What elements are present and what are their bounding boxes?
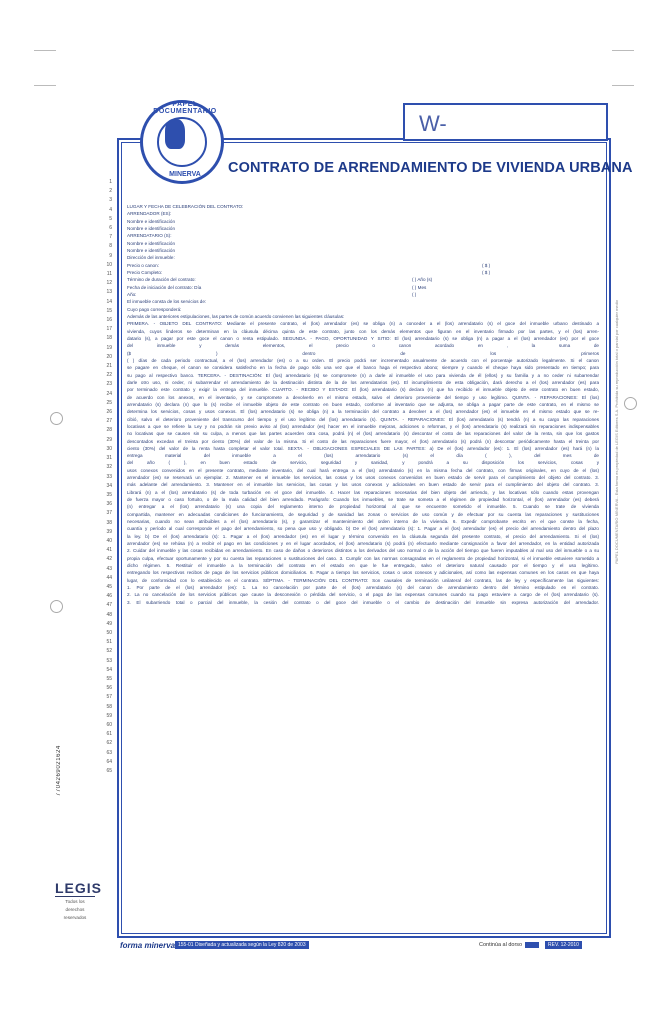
footer-reference: 155-01 Diseñada y actualizada según la Ley 820 de 2003 xyxy=(175,941,309,949)
crop-mark-top-left-2 xyxy=(34,85,56,86)
clause-line: descontados excedan el treinta por ciento (30%) del valor de la misma. Si el costo de las reparaciones fuere mayor, el (los) arrendatario (s) podrá (n) descontar periódicamente hasta el treinta por xyxy=(127,438,599,444)
binder-hole-right xyxy=(624,397,637,410)
line-number: 62 xyxy=(106,740,112,747)
clause-line: más adelante del arrendamiento. 3. Mantener en el inmueble los servicios, las cosas y los usos conexos y adicionales en buen estado de servir para el cumplimiento del objeto del contrato. 3. xyxy=(127,482,599,488)
clause-line: entrega material del inmueble a el (los) arrendatario (s) el día ( ), del mes de xyxy=(127,453,599,459)
clause-line: su pago al respectivo banco. TERCERA. - DESTINACIÓN: El (los) arrendatario (s) se compromete (n) a darle al inmueble el uso para vivienda de él (ellos) y su familia y a no ceder ni subarrendar xyxy=(127,372,599,378)
field-row[interactable]: Nombre e identificación xyxy=(127,225,176,231)
clause-line: 2. La no cancelación de los servicios públicos que cause la desconexión o pérdida del servicio, o el pago de las expensas comunes cuando su pago estuviere a cargo de el (los) arrendatario (s). xyxy=(127,592,599,598)
field-row[interactable]: Cuyo pago corresponderá: xyxy=(127,306,182,312)
line-number: 1 xyxy=(109,179,112,185)
line-number: 31 xyxy=(106,455,112,462)
line-number: 42 xyxy=(106,556,112,563)
side-legal-text: PAPEL DOCUMENTARIO MINERVA - Esta forma es propiedad de LEGIS Editores S.A. Prohibida su reproducción total o parcial por cualquier medio xyxy=(614,300,619,564)
clause-line: arrendador (es) se rehúsa (n) a recibir el pago en las condiciones y en el lugar acordados, el (los) arrendatario (s) podrá (n) efectuarlo mediante consignación a favor del arrendador, en la entidad autorizada xyxy=(127,541,599,547)
legis-sub-1: Todos los xyxy=(65,899,85,904)
clause-line: vivienda, cuyos linderos se determinan en la cláusula décima quinta de este contrato, junto con los demás elementos que figuran en el inventario firmado por las partes, y el (los) arren- xyxy=(127,328,599,334)
clause-line: Librará (n) a el (los) arrendatario (s) de toda turbación en el goce del inmueble. 4. Hacer las reparaciones necesarias del bien objeto del arriendo, y las locativas sólo cuando estas provengan xyxy=(127,489,599,495)
line-number: 61 xyxy=(106,731,112,738)
line-number: 39 xyxy=(106,528,112,535)
line-number: 3 xyxy=(109,197,112,204)
field-row[interactable]: ARRENDADOR (ES): xyxy=(127,211,172,217)
legis-sub-2: derechos xyxy=(65,907,85,912)
line-number: 15 xyxy=(106,307,112,314)
clause-line: ($ ) dentro de los primeros xyxy=(127,350,599,356)
clause-line: determina los servicios, cosas y usos conexos. El (los) arrendatario (s) se obliga (n) a la terminación del contrato a devolver a el (los) arrendador (es) el inmueble en el mismo estado que se re- xyxy=(127,409,599,415)
line-number: 32 xyxy=(106,464,112,471)
crop-mark-top-right xyxy=(612,50,634,51)
line-numbers xyxy=(100,178,112,776)
line-number: 21 xyxy=(106,363,112,370)
clause-line: usos conexos convenidos en el presente contrato, mediante inventario, del cual hará entrega a el (los) arrendatario (s) en la misma fecha del contrato, con firmas originales, en cuyo de el (los) xyxy=(127,467,599,473)
field-row[interactable]: Nombre e identificación xyxy=(127,247,176,253)
line-number: 60 xyxy=(106,721,112,728)
line-number: 46 xyxy=(106,593,112,600)
serial-prefix: W- xyxy=(419,111,447,136)
field-row[interactable]: ARRENDATARIO (S): xyxy=(127,233,172,239)
line-number: 52 xyxy=(106,648,112,655)
field-row[interactable]: Nombre e identificación xyxy=(127,218,176,224)
line-number: 34 xyxy=(106,482,112,489)
clauses-block xyxy=(127,320,599,606)
binder-hole-top xyxy=(50,412,63,425)
barcode-number: 7704269021624 xyxy=(56,745,62,797)
arrow-right-icon xyxy=(525,942,539,948)
line-number: 14 xyxy=(106,298,112,305)
minerva-bust-icon xyxy=(165,119,185,149)
serial-number-box[interactable] xyxy=(403,103,608,141)
line-number: 51 xyxy=(106,639,112,646)
clause-line: 2. Cuidar del inmueble y las cosas recibidas en arrendamiento. En caso de daños o deterioros distintos a los derivados del uso normal o de la acción del tiempo que fueren imputables al mal uso del inmueble o a su xyxy=(127,548,599,554)
minerva-seal xyxy=(140,100,224,184)
line-number: 55 xyxy=(106,675,112,682)
line-number: 37 xyxy=(106,510,112,517)
clause-line: propia culpa, efectuar oportunamente y por su cuenta las reparaciones o sustituciones del caso. 3. Cumplir con las normas consagradas en el reglamento de propiedad horizontal, si el inmueble estuviere sometido a xyxy=(127,555,599,561)
line-number: 6 xyxy=(109,225,112,232)
line-number: 24 xyxy=(106,390,112,397)
clause-line: por terminado este contrato y exigir la entrega del inmueble. CUARTO. - RECIBO Y ESTADO: El (los) arrendatario (s) declara (n) que ha recibido el inmueble objeto de este contrato en buen estado, xyxy=(127,387,599,393)
line-number: 38 xyxy=(106,519,112,526)
line-number: 29 xyxy=(106,436,112,443)
line-number: 44 xyxy=(106,574,112,581)
clause-line: 3. El subarriendo total o parcial del inmueble, la cesión del contrato o del goce del inmueble o el cambio de destinación del inmueble sin expresa autorización del arrendador. xyxy=(127,599,599,605)
line-number: 35 xyxy=(106,491,112,498)
field-row[interactable]: Dirección del inmueble: xyxy=(127,255,175,261)
line-number: 40 xyxy=(106,537,112,544)
field-row[interactable]: Término de duración del contrato: ( ) Año (s) xyxy=(127,277,433,283)
line-number: 20 xyxy=(106,353,112,360)
crop-mark-top-right-2 xyxy=(612,85,634,86)
line-number: 10 xyxy=(106,261,112,268)
line-number: 25 xyxy=(106,399,112,406)
clause-line: datario (s), a pagar por este goce el canon o renta estipulado. SEGUNDA. - PAGO, OPORTUNIDAD Y SITIO: El (los) arrendatario (s) se obliga (n) a pagar a el (los) arrendador (es) por el goce xyxy=(127,335,599,341)
line-number: 23 xyxy=(106,381,112,388)
line-number: 28 xyxy=(106,427,112,434)
clause-line: se pagare en cheque, el canon se considera satisfecho en la fecha de pago sólo una vez que el banco haga el respectivo abono; siempre y cuando el cheque haya sido presentado en tiempo; para xyxy=(127,365,599,371)
clause-line: ciento (30%) del valor de la renta hasta completar el valor total. SEXTA. - OBLIGACIONES ESPECIALES DE LAS PARTES: a) De el (los) arrendador (es): 1. El (los) arrendador (es) hará (n) la xyxy=(127,445,599,451)
line-number: 54 xyxy=(106,666,112,673)
line-number: 4 xyxy=(109,206,112,213)
footer-brand: forma minerva xyxy=(120,941,176,950)
line-number: 13 xyxy=(106,289,112,296)
line-number: 18 xyxy=(106,335,112,342)
line-number: 47 xyxy=(106,602,112,609)
clause-line: del inmueble y demás elementos, el precio o canon acordado en , la suma de xyxy=(127,343,599,349)
clause-line: 1. Por parte de el (los) arrendador (es): 1. La no cancelación por parte de el (los) arrendatario (s) del canon de arrendamiento dentro del término estipulado en el contrato. xyxy=(127,585,599,591)
clause-line: cibió, salvo el deterioro proveniente del transcurso del tiempo y el uso legítimo del (los) arrendatario (s). QUINTA. - REPARACIONES: El (los) arrendatario (s) tendrá (n) a su cargo las reparaciones xyxy=(127,416,599,422)
field-row[interactable]: Fecha de iniciación del contrato: Día ( ) Mes xyxy=(127,284,427,290)
line-number: 33 xyxy=(106,473,112,480)
clause-line: ( ) días de cada periodo contractual, a el (los) arrendador (es) o a su orden. El precio podrá ser incrementado anualmente de acuerdo con el porcentaje autorizado legalmente. Si el canon xyxy=(127,357,599,363)
line-number: 64 xyxy=(106,758,112,765)
clause-line: de fuerza mayor o caso fortuito, o de la mala calidad del bien arrendado. Parágrafo: Cuando los inmuebles, se trate se someta a el régimen de propiedad horizontal, el (los) arrendador (es) deberá xyxy=(127,497,599,503)
line-number: 9 xyxy=(109,252,112,259)
clause-line: compartida, mantener en adecuadas condiciones de funcionamiento, de seguridad y de sanidad las zonas o servicios de uso común y de efectuar por su cuenta las reparaciones y sustituciones xyxy=(127,511,599,517)
footer-bar xyxy=(117,940,611,952)
field-row[interactable]: El inmueble consta de los servicios de: xyxy=(127,299,207,305)
clause-line: la ley. b) De el (los) arrendatario (s): 1. Pagar a el (los) arrendador (es) en el lugar y término convenido en la cláusula segunda del presente contrato, el precio del arrendamiento. Si el (los) xyxy=(127,533,599,539)
clause-line: (n) entregar a el (los) arrendatario (s) una copia del reglamento interno de propiedad horizontal al que se encuentre sometido el inmueble. 5. Cuando se trate de vivienda xyxy=(127,504,599,510)
seal-top-text: PAPEL DOCUMENTARIO xyxy=(153,101,217,115)
line-number: 45 xyxy=(106,583,112,590)
revision-badge: REV. 12-2010 xyxy=(545,941,582,949)
clause-line: arrendatario (s) declara (n) que lo (s) recibe el inmueble objeto de este contrato en buen estado, conforme al inventario que se adjunta, se obliga a pagar parte de este contrato, en el mismo se xyxy=(127,401,599,407)
legis-logo-text: LEGIS xyxy=(55,880,103,896)
field-row[interactable]: Nombre e identificación xyxy=(127,240,176,246)
line-number: 58 xyxy=(106,703,112,710)
contract-body xyxy=(127,203,599,606)
line-number: 27 xyxy=(106,418,112,425)
line-number: 36 xyxy=(106,501,112,508)
line-number: 48 xyxy=(106,611,112,618)
line-number: 63 xyxy=(106,749,112,756)
line-number: 11 xyxy=(106,271,112,278)
page-title: CONTRATO DE ARRENDAMIENTO DE VIVIENDA URBANA xyxy=(228,160,633,176)
line-number: 59 xyxy=(106,712,112,719)
line-number: 2 xyxy=(109,188,112,195)
line-number: 8 xyxy=(109,243,112,250)
seal-bottom-text: MINERVA xyxy=(169,171,201,178)
line-number: 19 xyxy=(106,344,112,351)
clause-line: de acuerdo con los anexos, en el inventario, y se compromete a devolverlo en el mismo estado, salvo el deterioro proveniente del tiempo y uso legítimo. QUINTA. - REPARACIONES: El (los) xyxy=(127,394,599,400)
line-number: 22 xyxy=(106,372,112,379)
clause-line: arrendador (es) se reservará un ejemplar. 2. Mantener en el inmueble los servicios, las cosas y los usos conexos convenidos en buen estado de servir para el cumplimiento del objeto del contrato. 3. xyxy=(127,475,599,481)
field-row[interactable]: Precio Completo: ( $ ) xyxy=(127,269,491,275)
binder-hole-bottom xyxy=(50,600,63,613)
line-number: 56 xyxy=(106,685,112,692)
clause-line: PRIMERA. - OBJETO DEL CONTRATO: Mediante el presente contrato, el (los) arrendador (es) se obliga (n) a conceder a el (los) arrendatario (s) el goce del inmueble urbano destinado a xyxy=(127,321,599,327)
crop-mark-top-left xyxy=(34,50,56,51)
clause-line: del año ( ), en buen estado de servicio, seguridad y sanidad, y pondrá a su disposición los servicios, cosas y xyxy=(127,460,599,466)
line-number: 50 xyxy=(106,629,112,636)
line-number: 41 xyxy=(106,547,112,554)
line-number: 5 xyxy=(109,215,112,222)
line-number: 26 xyxy=(106,409,112,416)
legis-sub-3: reservados xyxy=(63,915,87,920)
line-number: 53 xyxy=(106,657,112,664)
legis-logo xyxy=(55,880,103,921)
clause-line: necesarias, cuando no sean atribuibles a el (los) arrendatario (s), y garantizar el mantenimiento del orden interno de la vivienda. 6. Expedir comprobante escrito en el que conste la fecha, xyxy=(127,519,599,525)
line-number: 12 xyxy=(106,280,112,287)
field-row[interactable]: Precio o canon: ( $ ) xyxy=(127,262,491,268)
line-number: 16 xyxy=(106,317,112,324)
clause-line: lugar, de conformidad con lo establecido en el contrato. SÉPTIMA. - TERMINACIÓN DEL CONTRATO: Son causales de terminación unilateral del contrato, las de ley y específicamente las siguientes: xyxy=(127,577,599,583)
line-number: 49 xyxy=(106,620,112,627)
clause-line: dicho régimen. 5. Restituir el inmueble a la terminación del contrato en el estado en que le fue entregado, salvo el deterioro natural causado por el tiempo y el uso legítimo. xyxy=(127,563,599,569)
clause-line: no locativas que se causen sin su culpa, a menos que las partes acuerden otra cosa, podrá (n) el (los) arrendatario (s) descontar el costo de las reparaciones del valor de la renta, sin que los gastos xyxy=(127,431,599,437)
line-number: 30 xyxy=(106,445,112,452)
continue-label: Continúa al dorso xyxy=(479,942,523,948)
line-number: 17 xyxy=(106,326,112,333)
line-number: 43 xyxy=(106,565,112,572)
field-row[interactable]: LUGAR Y FECHA DE CELEBRACIÓN DEL CONTRATO: xyxy=(127,204,244,209)
line-number: 57 xyxy=(106,694,112,701)
line-number: 7 xyxy=(109,234,112,241)
intro-text: Además de las anteriores estipulaciones, las partes de común acuerdo convienen las siguientes cláusulas: xyxy=(127,313,345,319)
field-row[interactable]: Año: ( ) xyxy=(127,291,417,297)
clause-line: entregando los respectivos recibos de pago de los servicios públicos domiciliarios. 6. Pagar a tiempo los servicios, cosas o usos conexos y adicionales, así como las expensas comunes en los casos en que haya xyxy=(127,570,599,576)
clause-line: locativas a que se refiere la Ley y no podrán sin previo aviso al (los) arrendador (es) hacer en el inmueble mejoras, adiciones o reformas, y el (los) arrendatario (s) realizará sin reparaciones indispensables xyxy=(127,423,599,429)
clause-line: cuantía y período al cual corresponde el pago del arrendamiento, so pena que uso y obligado. b) De el (los) arrendatario (s): 1. Pagar a el (los) arrendador (es) el precio del arrendamiento dentro del plazo xyxy=(127,526,599,532)
clause-line: darle otro uso, ni ceder, ni subarrendar el arrendamiento de la destinación distinta de la de los arrendatarios (es). El incumplimiento de esta obligación, dará derecho a el (los) arrendador (es) para xyxy=(127,379,599,385)
line-number: 65 xyxy=(106,768,112,774)
